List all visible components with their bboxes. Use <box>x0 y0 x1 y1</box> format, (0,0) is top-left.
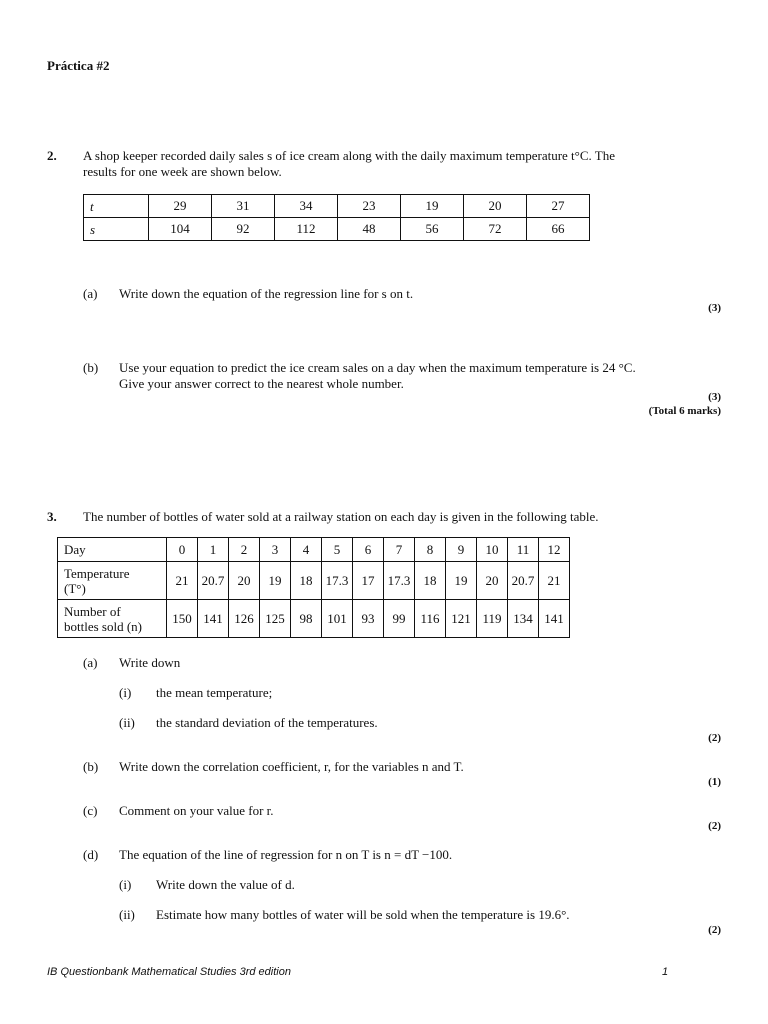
q2-a-marks: (3) <box>708 302 721 314</box>
table-cell: Day <box>58 538 167 562</box>
table-cell: 2 <box>229 538 260 562</box>
table-cell: 19 <box>401 195 464 218</box>
table-cell: 18 <box>291 562 322 600</box>
q3-c-text: Comment on your value for r. <box>119 803 274 818</box>
table-cell: 7 <box>384 538 415 562</box>
table-cell: 0 <box>167 538 198 562</box>
table-cell: 21 <box>167 562 198 600</box>
bottles-label-line1: Number of <box>64 603 121 619</box>
table-cell: 34 <box>275 195 338 218</box>
q2-b-text-line1: Use your equation to predict the ice cream sales on a day when the maximum temperature is 24 °C. <box>119 360 636 375</box>
table-cell: 125 <box>260 600 291 638</box>
q2-text-line2: results for one week are shown below. <box>83 164 282 179</box>
table-cell: 20.7 <box>198 562 229 600</box>
table-cell: 20 <box>464 195 527 218</box>
table-cell: 21 <box>539 562 570 600</box>
q3-d-i-text: Write down the value of d. <box>156 877 295 892</box>
table-cell: 20 <box>229 562 260 600</box>
table-cell: 20 <box>477 562 508 600</box>
q3-d-ii-label: (ii) <box>119 907 135 922</box>
temperature-label-line1: Temperature <box>64 565 130 581</box>
table-cell: 31 <box>212 195 275 218</box>
q2-total-marks: (Total 6 marks) <box>648 405 721 417</box>
footer-source: IB Questionbank Mathematical Studies 3rd edition <box>47 966 291 978</box>
q3-d-text: The equation of the line of regression for n on T is n = dT −100. <box>119 847 453 862</box>
q3-d-label: (d) <box>83 847 99 862</box>
page-title: Práctica #2 <box>47 58 110 73</box>
q3-a-label: (a) <box>83 655 98 670</box>
q2-b-marks: (3) <box>708 391 721 403</box>
q3-number: 3. <box>47 509 57 524</box>
table-cell: 66 <box>527 218 590 241</box>
table-cell <box>58 600 167 638</box>
table-cell: 116 <box>415 600 446 638</box>
table-cell: 19 <box>260 562 291 600</box>
q2-b-text-line2: Give your answer correct to the nearest whole number. <box>119 376 404 391</box>
q3-b-label: (b) <box>83 759 99 774</box>
table-cell: t <box>84 195 149 218</box>
table-cell: 19 <box>446 562 477 600</box>
q2-text-line1: A shop keeper recorded daily sales s of ice cream along with the daily maximum temperature t°C. The <box>83 148 616 163</box>
table-cell: 11 <box>508 538 539 562</box>
table-cell: 17 <box>353 562 384 600</box>
q3-d-i-label: (i) <box>119 877 132 892</box>
q2-data-table <box>83 194 590 241</box>
q3-c-marks: (2) <box>708 820 721 832</box>
temperature-label-line2: (T°) <box>64 580 86 596</box>
table-cell: 141 <box>539 600 570 638</box>
table-cell: s <box>84 218 149 241</box>
table-cell: 99 <box>384 600 415 638</box>
table-cell: 104 <box>149 218 212 241</box>
page-number: 1 <box>662 966 669 978</box>
table-cell: 20.7 <box>508 562 539 600</box>
q3-a-text: Write down <box>119 655 181 670</box>
table-cell: 27 <box>527 195 590 218</box>
q2-a-label: (a) <box>83 286 98 301</box>
table-cell: 6 <box>353 538 384 562</box>
table-row-t <box>84 195 590 218</box>
table-cell: 18 <box>415 562 446 600</box>
table-cell: 3 <box>260 538 291 562</box>
q3-text: The number of bottles of water sold at a railway station on each day is given in the following table. <box>83 509 599 524</box>
q3-data-table <box>57 537 570 638</box>
table-cell: 92 <box>212 218 275 241</box>
table-row-s <box>84 218 590 241</box>
table-cell: 101 <box>322 600 353 638</box>
table-cell: 48 <box>338 218 401 241</box>
table-cell: 141 <box>198 600 229 638</box>
table-cell: 10 <box>477 538 508 562</box>
table-cell: 119 <box>477 600 508 638</box>
q3-a-i-text: the mean temperature; <box>156 685 273 700</box>
q3-d-ii-text: Estimate how many bottles of water will be sold when the temperature is 19.6°. <box>156 907 570 922</box>
q3-a-ii-label: (ii) <box>119 715 135 730</box>
table-cell: 12 <box>539 538 570 562</box>
table-cell: 121 <box>446 600 477 638</box>
table-cell: 4 <box>291 538 322 562</box>
table-row-day <box>58 538 570 562</box>
q3-c-label: (c) <box>83 803 98 818</box>
table-row-bottles <box>58 600 570 638</box>
q3-b-text: Write down the correlation coefficient, r, for the variables n and T. <box>119 759 464 774</box>
q3-d-marks: (2) <box>708 924 721 936</box>
q3-a-marks: (2) <box>708 732 721 744</box>
q3-b-marks: (1) <box>708 776 721 788</box>
table-cell: 56 <box>401 218 464 241</box>
table-cell: 8 <box>415 538 446 562</box>
table-cell: 23 <box>338 195 401 218</box>
table-cell: 150 <box>167 600 198 638</box>
q2-number: 2. <box>47 148 57 163</box>
table-cell: 126 <box>229 600 260 638</box>
table-cell: 5 <box>322 538 353 562</box>
table-cell: 17.3 <box>384 562 415 600</box>
table-cell: 134 <box>508 600 539 638</box>
q2-a-text: Write down the equation of the regression line for s on t. <box>119 286 414 301</box>
table-cell: 1 <box>198 538 229 562</box>
table-cell: 98 <box>291 600 322 638</box>
q3-a-ii-text: the standard deviation of the temperatures. <box>156 715 378 730</box>
table-cell: 112 <box>275 218 338 241</box>
table-cell: 72 <box>464 218 527 241</box>
table-cell <box>58 562 167 600</box>
q2-b-label: (b) <box>83 360 99 375</box>
bottles-label-line2: bottles sold (n) <box>64 618 142 634</box>
q3-a-i-label: (i) <box>119 685 132 700</box>
table-cell: 29 <box>149 195 212 218</box>
table-cell: 9 <box>446 538 477 562</box>
table-row-temperature <box>58 562 570 600</box>
table-cell: 17.3 <box>322 562 353 600</box>
table-cell: 93 <box>353 600 384 638</box>
